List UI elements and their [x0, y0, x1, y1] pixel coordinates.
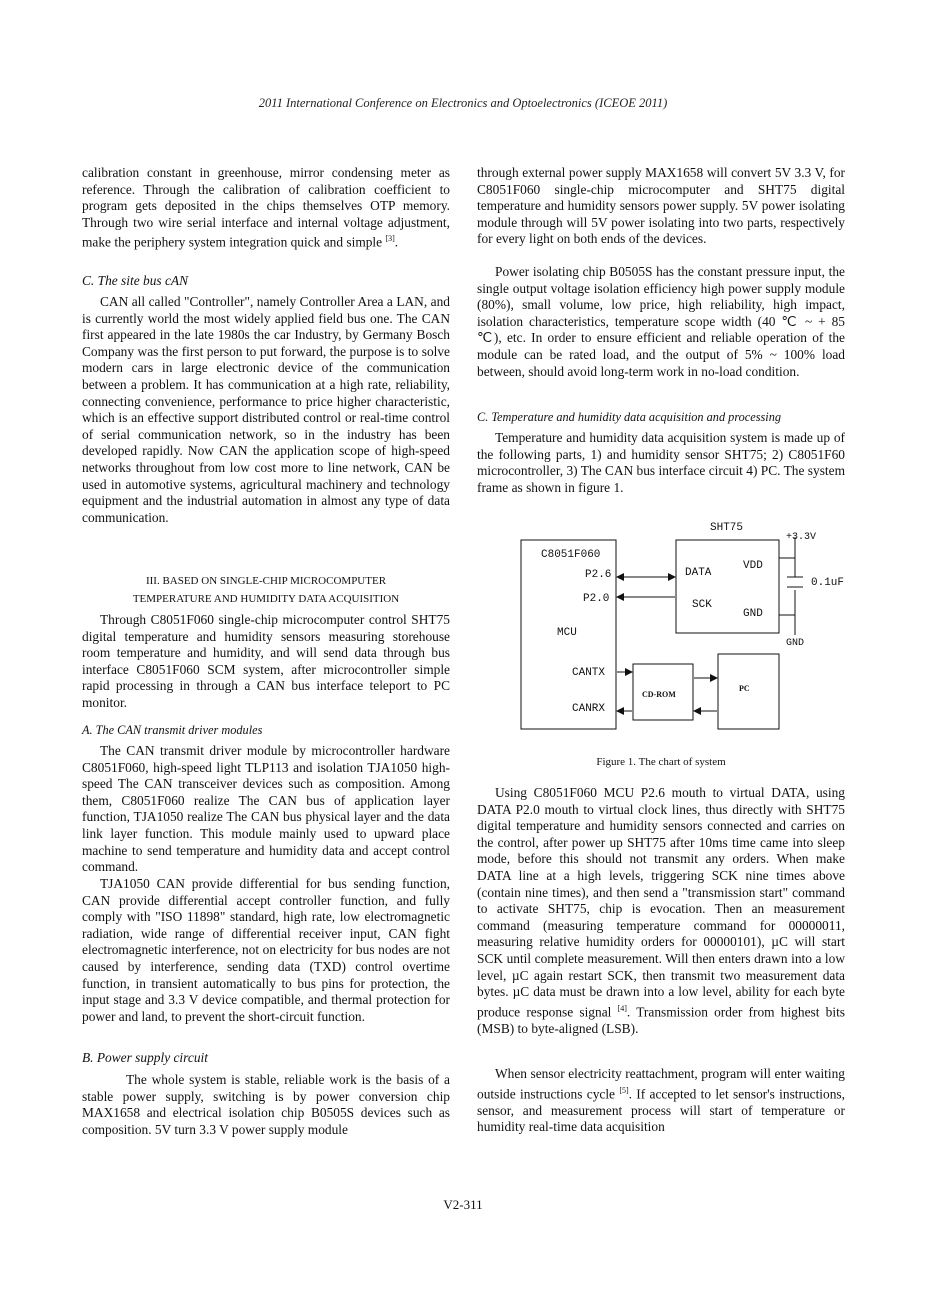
- figure-caption: Figure 1. The chart of system: [596, 756, 726, 768]
- paragraph-text: calibration constant in greenhouse, mirror condensing meter as reference. Through the calibration of calibration coefficient to program gets deposited in the chips themselves OTP memory. Through two wire serial interface and internal voltage adjustment, make the periphery system integration quick and simple: [82, 165, 450, 250]
- paragraph: [82, 294, 450, 526]
- subsection-heading: B. Power supply circuit: [82, 1050, 208, 1065]
- subsection-heading: C. Temperature and humidity data acquisition and processing: [477, 410, 781, 424]
- paragraph-text: Power isolating chip B0505S has the constant pressure input, the single output voltage isolation efficiency high power supply module (80%), small volume, low price, high reliability, high impact, isolation characteristics, temperature scope width (40 ℃ ~ + 85 ℃), etc. In order to ensure efficient and reliable operation of the module can be rated load, and the output of 5% ~ 100% load between, should avoid long-term work in no-load condition.: [477, 264, 845, 379]
- paragraph-text: through external power supply MAX1658 will convert 5V 3.3 V, for C8051F060 single-chip microcomputer and SHT75 digital temperature and humidity sensors power supply. 5V power isolating module through will 5V power isolating into two parts, respectively for every light on both ends of the devices.: [477, 165, 845, 247]
- citation: [4]: [617, 1003, 627, 1013]
- paragraph-text: The whole system is stable, reliable work is the basis of a stable power supply, switching is by power conversion chip MAX1658 and electrical isolation chip B0505S devices such as composition. 5V turn 3.3 V power supply module: [82, 1072, 450, 1137]
- citation: [3]: [385, 234, 395, 244]
- pin-label: P2.6: [585, 569, 612, 581]
- paragraph: [82, 1072, 450, 1138]
- running-header: 2011 International Conference on Electronics and Optoelectronics (ICEOE 2011): [258, 96, 668, 110]
- pin-label: CANRX: [572, 703, 606, 715]
- pin-label: SCK: [692, 599, 712, 611]
- paragraph: calibration constant in greenhouse, mirror condensing meter as reference. Through the calibration of calibration coefficient to program gets deposited in the chips themselves OTP memory. Through two wire serial interface and internal voltage adjustment, make the periphery system integration quick and simple [3].: [82, 165, 450, 250]
- ground-label: GND: [786, 638, 805, 649]
- paragraph-text: When sensor electricity reattachment, program will enter waiting outside instructions cycle: [477, 1066, 845, 1102]
- supply-label: +3.3V: [786, 532, 817, 543]
- paragraph: [477, 785, 845, 1037]
- pin-label: P2.0: [583, 593, 610, 605]
- page-number: V2-311: [443, 1197, 483, 1212]
- section-heading-line: TEMPERATURE AND HUMIDITY DATA ACQUISITION: [132, 593, 400, 605]
- pc-label: PC: [739, 684, 750, 693]
- paragraph-text: . If accepted to let sensor's instructions, sensor, and measurement process will start of temperature or humidity real-time data acquisition: [477, 1086, 845, 1135]
- paragraph: [477, 165, 845, 248]
- paragraph-text: CAN all called "Controller", namely Controller Area a LAN, and is currently world the most widely applied field bus one. The CAN first appeared in the late 1980s the car Industry, by Germany Bosch Company was the first person to put forward, the purpose is to solve modern cars in large electronic device of the communication between a problem. It has communication at a high rate, reliability, connecting convenience, performance to price higher characteristic, which is an effective support distributed control or real-time control of serial communication network, so in the industry has been developed rapidly. Now CAN the application scope of high-speed networks throughout from low cost more to line network, CAN be used in automotive systems, agricultural machinery and technology equipment and the industrial automation in almost any type of data communication.: [82, 294, 450, 525]
- paragraph-text: The CAN transmit driver module by microcontroller hardware C8051F060, high-speed light TLP113 and isolation TJA1050 high-speed The CAN transceiver devices such as composition. Among them, C8051F060 realize The CAN bus of application layer function, TJA1050 realize The CAN bus physical layer and the data link layer function. This module mainly used to upward place machine to send temperature and humidity data and accept control command.: [82, 743, 450, 875]
- system-block-diagram: [515, 515, 845, 745]
- section-heading-line: III. BASED ON SINGLE-CHIP MICROCOMPUTER: [145, 575, 387, 587]
- mcu-label: MCU: [557, 627, 577, 639]
- paragraph-text: TJA1050 CAN provide differential for bus sending function, CAN provide differential accept controller function, and fully comply with "ISO 11898" standard, high rate, low electromagnetic radiation, wide range of differential receiver input, CAN fight electromagnetic interference, not on electricity for bus nodes are not caused by interference, sending data (TXD) control overtime function, in transient automatically to bus pins for protection, the input stage and 3.3 V device compatible, and thermal protection for power and land, to prevent the short-circuit function.: [82, 876, 450, 1024]
- paragraph: [477, 430, 845, 496]
- paragraph-text: Temperature and humidity data acquisition system is made up of the following parts, 1) and humidity sensor SHT75; 2) C8051F60 microcontroller, 3) The CAN bus interface circuit 4) PC. The system frame as shown in figure 1.: [477, 430, 845, 495]
- paragraph: [82, 743, 450, 876]
- subsection-heading: C. The site bus cAN: [82, 273, 189, 288]
- subsection-heading: A. The CAN transmit driver modules: [82, 723, 263, 737]
- cdrom-label: CD-ROM: [642, 690, 676, 699]
- citation: [5]: [619, 1085, 629, 1095]
- capacitor-label: 0.1uF: [811, 577, 845, 589]
- sensor-label: SHT75: [710, 522, 744, 534]
- pin-label: DATA: [685, 567, 712, 579]
- paragraph: [82, 876, 450, 1025]
- paragraph: [477, 1066, 845, 1136]
- sht75-block: [676, 540, 779, 633]
- paragraph-text: . Transmission order from highest bits (MSB) to byte-aligned (LSB).: [477, 1004, 845, 1036]
- mcu-name-label: C8051F060: [541, 549, 601, 561]
- paragraph-text: Using C8051F060 MCU P2.6 mouth to virtual DATA, using DATA P2.0 mouth to virtual clock lines, thus directly with SHT75 digital temperature and humidity sensors connected and carries on the control, after power up SHT75 after 10ms time came into sleep mode, before this should not transmit any orders. When make DATA line at a high levels, triggering SCK nine times above (contain nine times), and then send a "transmission start" command to activate SHT75, chip is evocation. Then an measurement command (measuring temperature command for 00000011, measuring relative humidity orders for 00000101), µC will start SCK until complete measurement. Will then enters drawn into a low level, µC again restart SCK, then transmit two measurement data bytes. µC data must be drawn into a low level, ability for each byte produce response signal: [477, 785, 845, 1020]
- pin-label: VDD: [743, 560, 763, 572]
- pin-label: CANTX: [572, 667, 606, 679]
- paragraph: [477, 264, 845, 380]
- paragraph: [82, 612, 450, 712]
- pin-label: GND: [743, 608, 763, 620]
- paragraph-text: Through C8051F060 single-chip microcomputer control SHT75 digital temperature and humidity sensors measuring storehouse room temperature and humidity, and will send data through bus interface C8051F060 SCM system, after microcontroller simple rapid processing in through a CAN bus interface teleport to PC monitor.: [82, 612, 450, 710]
- section-heading: [82, 572, 450, 608]
